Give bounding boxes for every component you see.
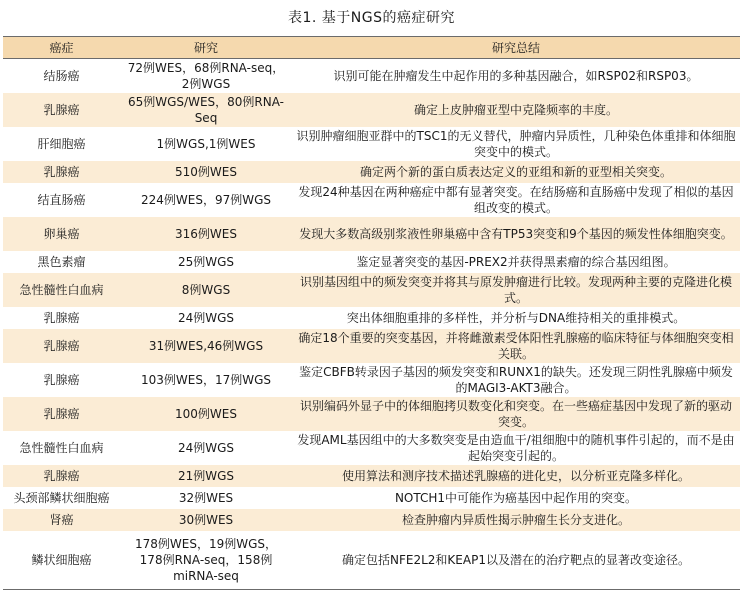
cell-summary: 确定两个新的蛋白质表达定义的亚组和新的亚型相关突变。 <box>292 161 740 183</box>
cell-study: 1例WGS,1例WES <box>156 137 256 151</box>
cell-study: 21例WGS <box>120 465 292 487</box>
cell-cancer: 头颈部鳞状细胞癌 <box>13 491 110 505</box>
cell-study: 316例WES <box>120 217 292 251</box>
cell-cancer: 乳腺癌 <box>3 93 120 127</box>
table-row <box>3 93 740 127</box>
cell-summary: 发现24种基因在两种癌症中都有显著突变。在结肠癌和直肠癌中发现了相似的基因组改变的模式。 <box>298 185 734 215</box>
cell-summary: 鉴定显著突变的基因-PREX2并获得黑素瘤的综合基因组图。 <box>356 255 676 269</box>
cell-cancer: 结直肠癌 <box>37 193 86 207</box>
cell-study: 224例WES，97例WGS <box>140 193 272 207</box>
table-caption: 表1. 基于NGS的癌症研究 <box>287 10 455 26</box>
cell-cancer: 肾癌 <box>3 509 120 531</box>
table-row <box>3 363 740 397</box>
cell-study: 30例WES <box>120 509 292 531</box>
cell-cancer: 急性髓性白血病 <box>3 273 120 307</box>
cell-summary: 确定包括NFE2L2和KEAP1以及潜在的治疗靶点的显著改变途径。 <box>292 531 740 589</box>
table-row <box>3 509 740 531</box>
cell-study: 31例WES,46例WGS <box>120 329 292 363</box>
cell-cancer: 鳞状细胞癌 <box>3 531 120 589</box>
cell-cancer: 卵巢癌 <box>3 217 120 251</box>
cell-summary: 发现AML基因组中的大多数突变是由造血干/祖细胞中的随机事件引起的，而不是由起始突变引起的。 <box>297 433 735 463</box>
cell-cancer: 乳腺癌 <box>3 161 120 183</box>
table-row <box>3 217 740 251</box>
cell-cancer: 结肠癌 <box>43 69 80 83</box>
cell-study: 8例WGS <box>120 273 292 307</box>
table-row <box>3 183 740 217</box>
cell-study: 178例WES，19例WGS，178例RNA-seq，158例miRNA-seq <box>120 531 292 589</box>
cell-study: 103例WES，17例WGS <box>140 373 272 387</box>
cell-study: 32例WES <box>178 491 234 505</box>
cell-summary: 确定上皮肿瘤亚型中克隆频率的丰度。 <box>292 93 740 127</box>
cell-cancer: 乳腺癌 <box>43 311 80 325</box>
ngs-cancer-studies-table <box>3 36 740 590</box>
cell-summary: 识别肿瘤细胞亚群中的TSC1的无义替代，肿瘤内异质性，几种染色体重排和体细胞突变中的模式。 <box>296 129 736 159</box>
cell-cancer: 黑色素瘤 <box>37 255 86 269</box>
table-row <box>3 273 740 307</box>
table-row <box>3 251 740 273</box>
cell-summary: 发现大多数高级别浆液性卵巢癌中含有TP53突变和9个基因的频发性体细胞突变。 <box>292 217 740 251</box>
cell-summary: 识别可能在肿瘤发生中起作用的多种基因融合，如RSP02和RSP03。 <box>333 69 699 83</box>
table-row <box>3 127 740 161</box>
cell-cancer: 乳腺癌 <box>3 397 120 431</box>
table-row <box>3 59 740 94</box>
cell-study: 24例WGS <box>177 311 235 325</box>
cell-summary: 检查肿瘤内异质性揭示肿瘤生长分支进化。 <box>292 509 740 531</box>
cell-cancer: 乳腺癌 <box>3 329 120 363</box>
header-cancer: 癌症 <box>3 37 120 59</box>
cell-summary: 使用算法和测序技术描述乳腺癌的进化史，以分析亚克隆多样化。 <box>292 465 740 487</box>
table-row <box>3 329 740 363</box>
table-row <box>3 531 740 589</box>
cell-cancer: 乳腺癌 <box>43 373 80 387</box>
cell-summary: NOTCH1中可能作为癌基因中起作用的突变。 <box>394 491 638 505</box>
table-row <box>3 307 740 329</box>
cell-study: 65例WGS/WES，80例RNA-Seq <box>120 93 292 127</box>
cell-cancer: 肝细胞癌 <box>37 137 86 151</box>
cell-cancer: 急性髓性白血病 <box>19 441 104 455</box>
table-row <box>3 397 740 431</box>
header-summary: 研究总结 <box>292 37 740 59</box>
cell-summary: 识别编码外显子中的体细胞拷贝数变化和突变。在一些癌症基因中发现了新的驱动突变。 <box>292 397 740 431</box>
table-row <box>3 465 740 487</box>
cell-study: 24例WGS <box>177 441 235 455</box>
table-header-row <box>3 37 740 59</box>
table-row <box>3 487 740 509</box>
cell-study: 100例WES <box>120 397 292 431</box>
header-study: 研究 <box>120 37 292 59</box>
table-row <box>3 431 740 465</box>
cell-summary: 确定18个重要的突变基因，并将雌激素受体阳性乳腺癌的临床特征与体细胞突变相关联。 <box>292 329 740 363</box>
cell-study: 510例WES <box>120 161 292 183</box>
cell-study: 25例WGS <box>177 255 235 269</box>
cell-summary: 识别基因组中的频发突变并将其与原发肿瘤进行比较。发现两种主要的克隆进化模式。 <box>292 273 740 307</box>
cell-summary: 鉴定CBFB转录因子基因的频发突变和RUNX1的缺失。还发现三阴性乳腺癌中频发的MAGI3-AKT3融合。 <box>299 365 733 395</box>
table-row <box>3 161 740 183</box>
cell-cancer: 乳腺癌 <box>3 465 120 487</box>
cell-study: 72例WES，68例RNA-seq，2例WGS <box>127 61 285 91</box>
cell-summary: 突出体细胞重排的多样性，并分析与DNA维持相关的重排模式。 <box>346 311 686 325</box>
